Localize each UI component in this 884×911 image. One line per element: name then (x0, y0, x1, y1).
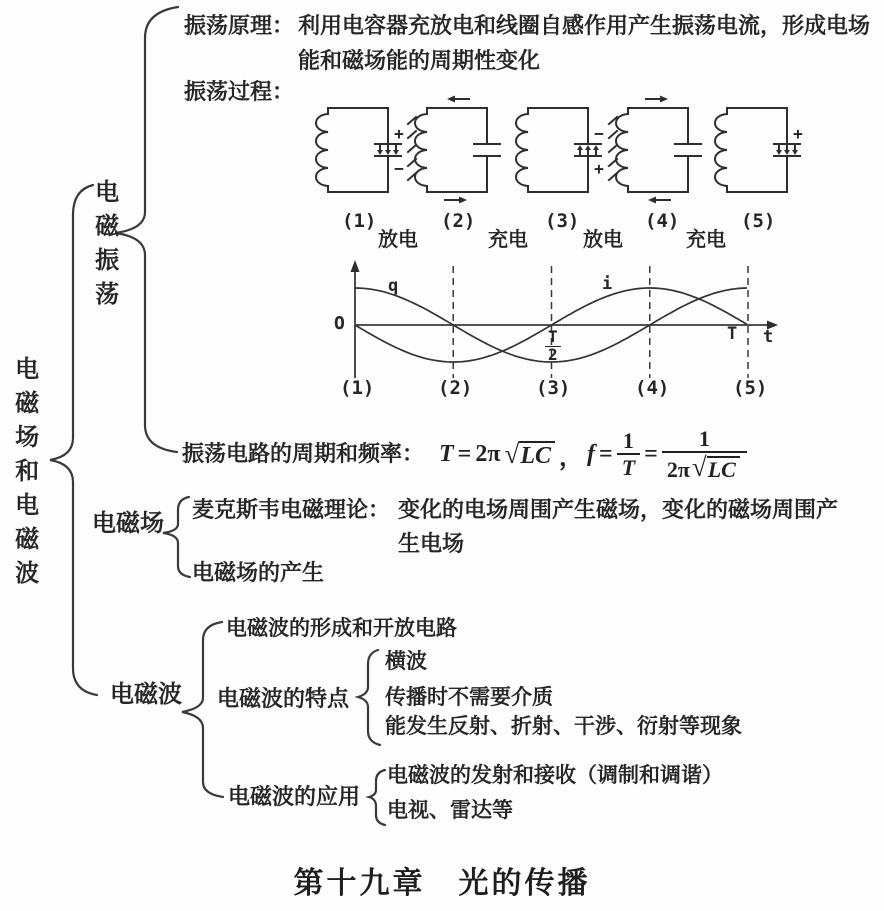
principle-title: 振荡原理： (184, 13, 295, 38)
wave-app-item: 电视、雷达等 (387, 799, 513, 822)
lc-circuit-3 (516, 108, 604, 192)
fraction-1-over-T: $\frac{1}{T}$ (617, 429, 640, 479)
current-arrow-left-icon (648, 197, 670, 204)
lc-circuit-4 (609, 96, 701, 204)
maxwell-line1: 变化的电场周围产生磁场，变化的磁场周围产 (398, 497, 839, 522)
period-formula: T = 2π √ LC ， f = $\frac{1}{T}$ = 1 2π √ LC (437, 420, 749, 488)
process-title: 振荡过程： (184, 79, 295, 104)
wave-formation: 电磁波的形成和开放电路 (226, 617, 457, 640)
y-axis-arrow-icon (351, 260, 360, 272)
math-f: f (587, 440, 596, 467)
branch-label-oscillation: 电磁振荡 (90, 179, 118, 315)
polarity-top: + (394, 124, 404, 143)
wave-apps-label: 电磁波的应用 (228, 784, 361, 809)
dashed-gridlines (453, 266, 748, 378)
field-generation: 电磁场的产生 (192, 560, 325, 585)
sqrt-LC: √ LC (505, 441, 556, 468)
graph-point-label: (5) (733, 377, 768, 399)
phase-label: 放电 (378, 229, 418, 251)
branch-label-wave: 电磁波 (110, 681, 182, 708)
chapter-title: 第十九章 光的传播 (293, 867, 591, 900)
lc-circuit-1 (316, 108, 404, 192)
phase-label: 放电 (583, 229, 623, 251)
phase-label: 充电 (686, 229, 726, 251)
field-brace (163, 497, 190, 577)
wave-app-item: 电磁波的发射和接收（调制和调谐） (387, 764, 723, 787)
wave-trait-item: 传播时不需要介质 (385, 686, 553, 709)
stage-label: (1) (342, 210, 377, 232)
field-arrows-up-icon (577, 145, 599, 155)
svg-text:+: + (793, 124, 803, 143)
lc-circuit-2 (408, 96, 500, 204)
lc-circuits (300, 88, 810, 220)
current-arrow-left-icon (447, 96, 469, 103)
graph-point-label: (1) (340, 377, 375, 399)
i-curve-label: i (602, 274, 613, 294)
half-period-label: $\frac{T}{2}$ (545, 329, 561, 364)
field-arrows-down-icon (377, 145, 399, 155)
inductor-coil-icon (715, 114, 727, 186)
current-arrow-right-icon (445, 197, 467, 204)
principle-line2: 能和磁场能的周期性变化 (298, 48, 541, 73)
polarity-bottom: − (394, 159, 404, 178)
maxwell-line2: 生电场 (398, 531, 465, 556)
branch-label-field: 电磁场 (92, 510, 164, 537)
maxwell-title: 麦克斯韦电磁理论： (192, 497, 391, 522)
oscillation-brace (115, 7, 178, 452)
stage-label: (4) (645, 210, 680, 232)
inductor-coil-icon (316, 114, 328, 186)
fraction-1-over-2pi-sqrtLC: 1 2π √ LC (662, 427, 747, 481)
field-arrows-down-icon (776, 145, 798, 155)
stage-label: (3) (545, 210, 580, 232)
wave-apps-brace (369, 770, 385, 825)
wave-trait-item: 横波 (385, 650, 427, 673)
principle-line1: 利用电容器充放电和线圈自感作用产生振荡电流，形成电场 (298, 13, 871, 38)
q-curve-label: q (388, 276, 399, 296)
current-arrow-right-icon (646, 96, 668, 103)
lc-circuit-5 (715, 108, 803, 192)
wave-trait-item: 能发生反射、折射、干涉、衍射等现象 (385, 715, 742, 738)
stage-label: (2) (441, 210, 476, 232)
period-tick-label: T (727, 324, 738, 344)
graph-point-label: (3) (536, 377, 571, 399)
graph-point-label: (2) (438, 377, 473, 399)
wave-traits-label: 电磁波的特点 (217, 686, 350, 711)
root-label: 电磁场和电磁波 (10, 356, 38, 594)
graph-point-label: (4) (635, 377, 670, 399)
svg-text:+: + (594, 159, 604, 178)
time-axis-label: t (763, 327, 774, 347)
phase-label: 充电 (488, 229, 528, 251)
inductor-coil-icon (415, 114, 427, 186)
period-title: 振荡电路的周期和频率： (182, 441, 425, 466)
math-T: T (439, 440, 454, 467)
inductor-coil-icon (616, 114, 628, 186)
svg-text:−: − (594, 124, 604, 143)
stage-label: (5) (741, 210, 776, 232)
origin-label: O (334, 313, 345, 334)
wave-traits-brace (358, 650, 380, 745)
inductor-coil-icon (516, 114, 528, 186)
